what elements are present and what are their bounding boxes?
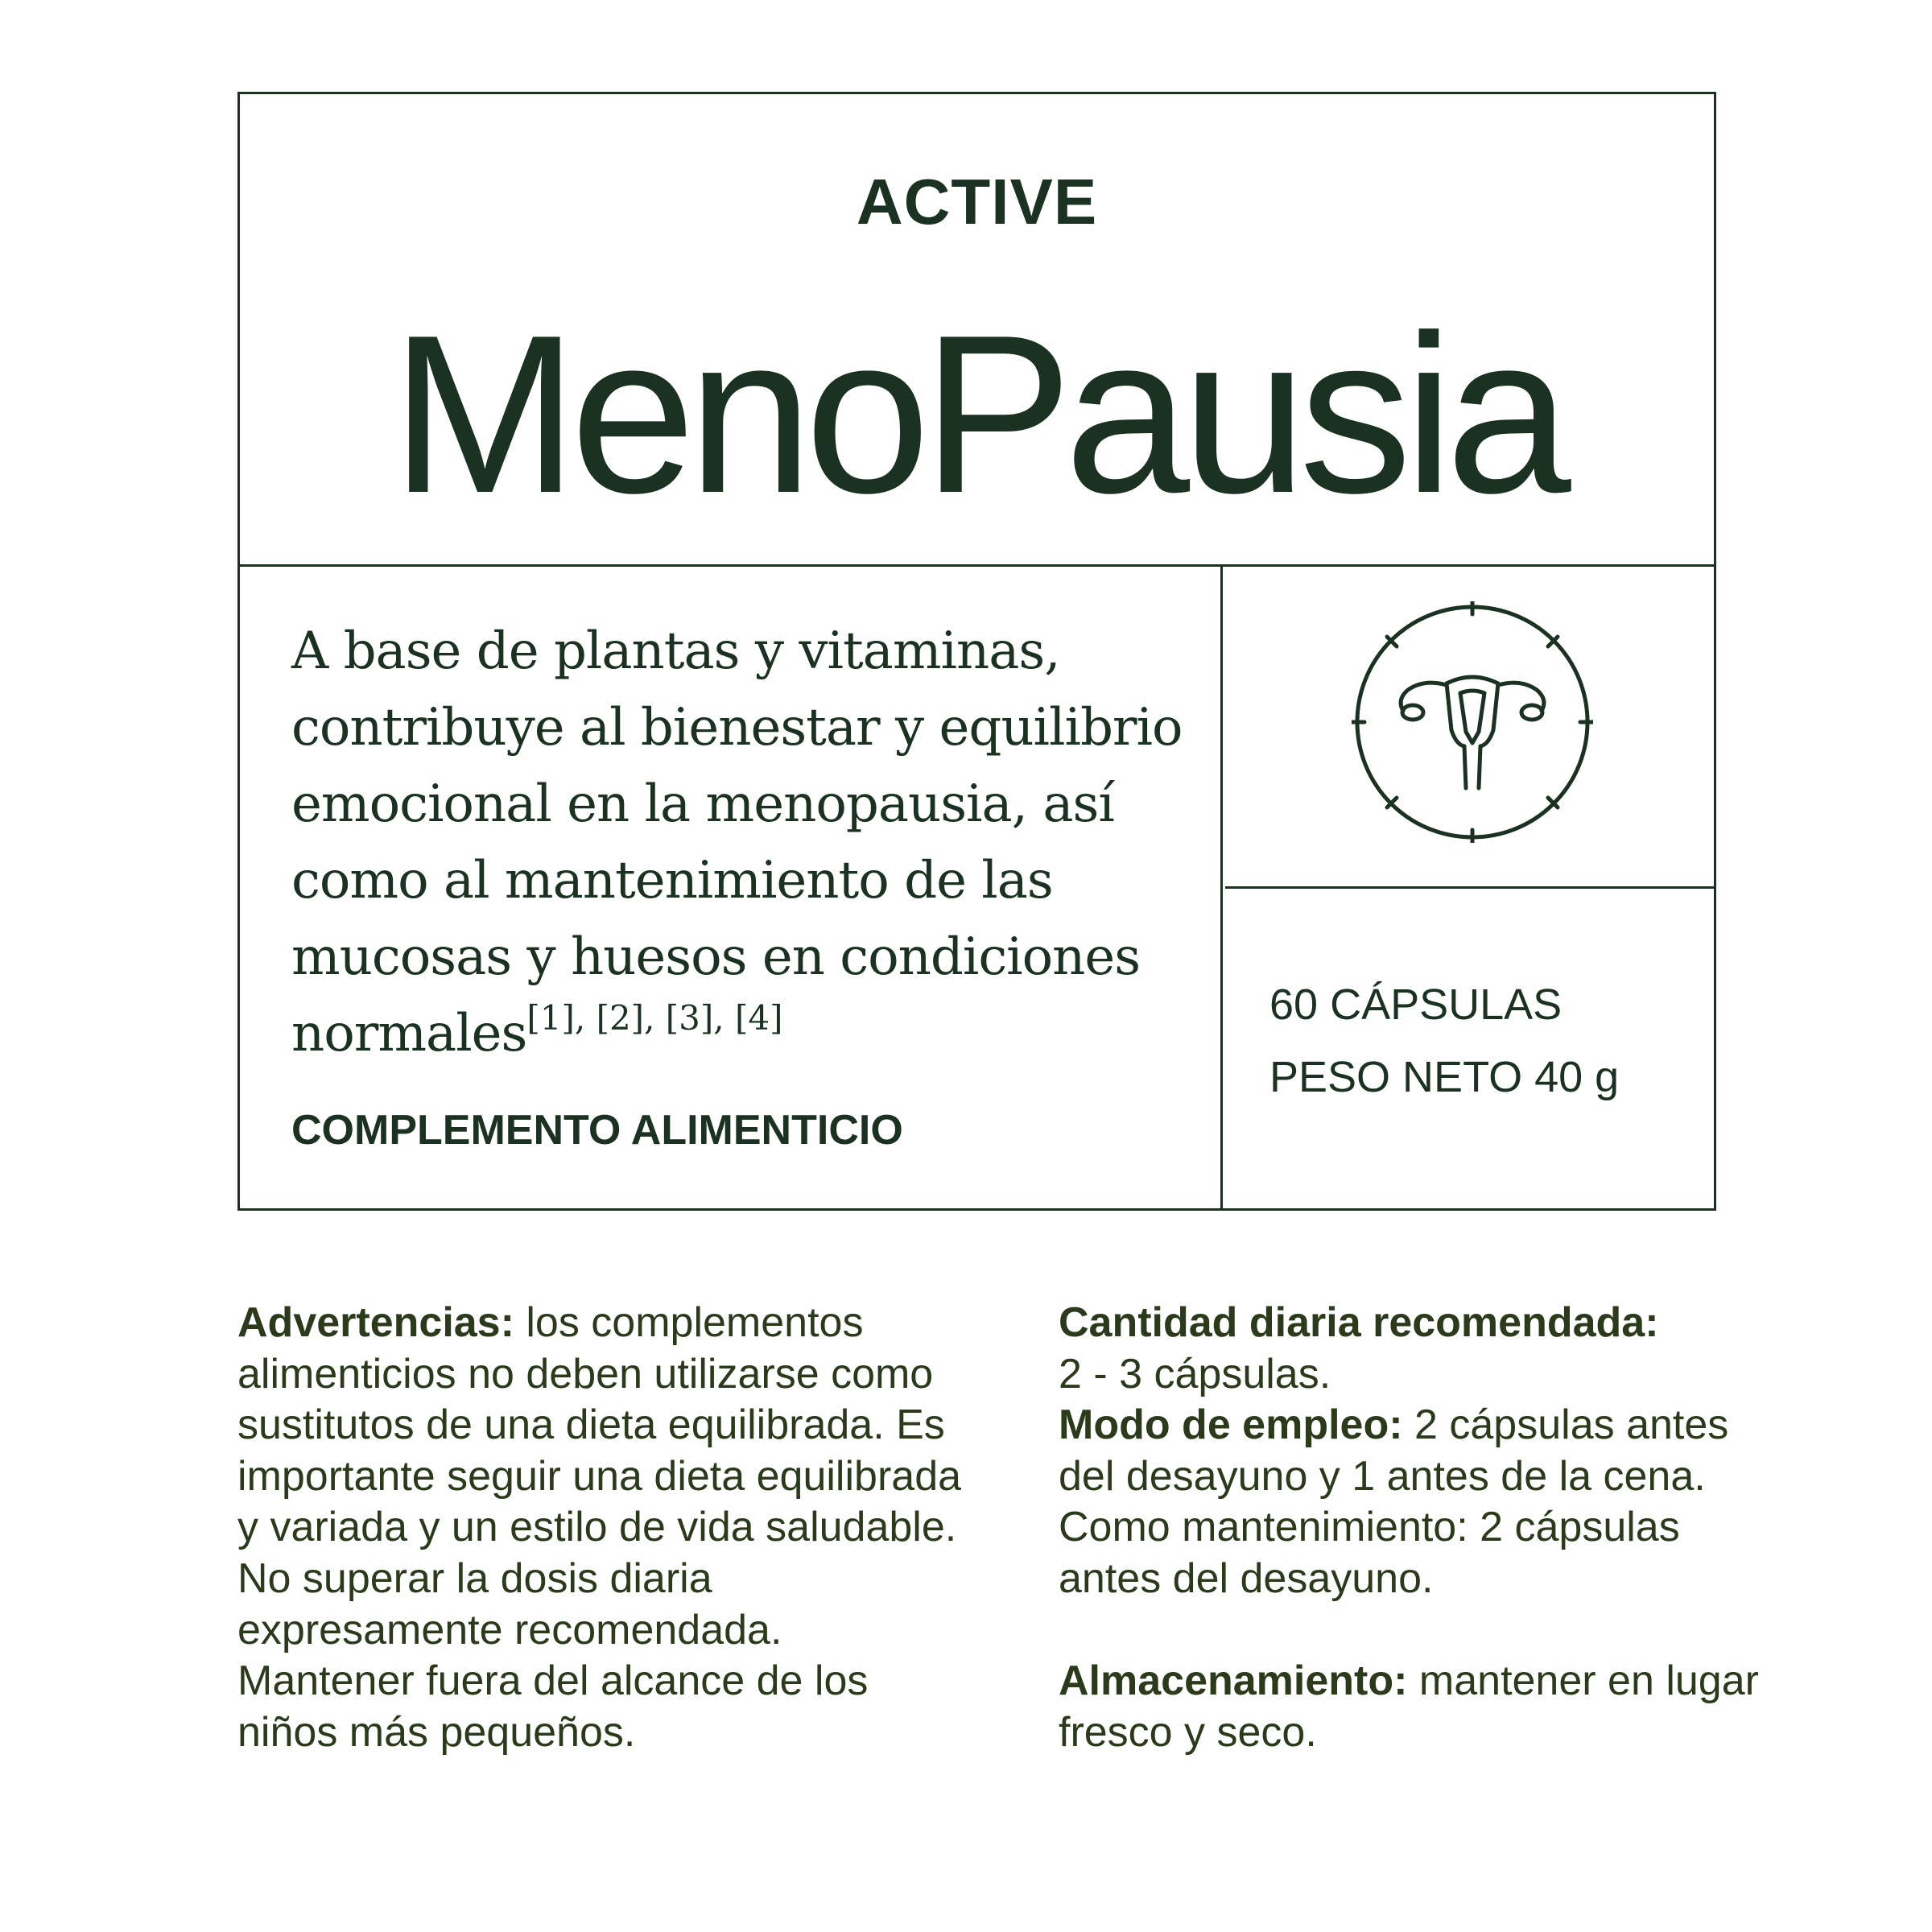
quantity-panel <box>1225 891 1714 1208</box>
usage-text: 2 cápsulas antes del desayuno y 1 antes de la cena. Como mantenimiento: 2 cápsulas antes del desayuno. <box>1059 1402 1729 1602</box>
product-label <box>237 92 1716 1211</box>
product-category: COMPLEMENTO ALIMENTICIO <box>291 1107 903 1154</box>
net-weight: PESO NETO 40 g <box>1269 1053 1620 1101</box>
product-description <box>291 613 1209 1072</box>
title-panel <box>240 94 1714 567</box>
warnings-section <box>237 1298 962 1758</box>
section-spacer <box>1059 1605 1767 1657</box>
brand-name: ACTIVE <box>856 166 1098 237</box>
dosage-text: 2 - 3 cápsulas. <box>1059 1350 1331 1397</box>
dosage-block <box>1059 1298 1767 1400</box>
warnings-text: los complementos alimenticios no deben utilizarse como sustitutos de una dieta equilibrada. Es importante seguir una dieta equilibrada y variada y un estilo de vida saludable. No superar la dosis diaria expresamente recomendada. Mantener fuera del alcance de los niños más pequeños. <box>237 1299 962 1756</box>
storage-text: mantener en lugar fresco y seco. <box>1059 1657 1759 1756</box>
description-references: [1], [2], [3], [4] <box>526 998 783 1038</box>
storage-block <box>1059 1656 1767 1758</box>
usage-block <box>1059 1400 1767 1604</box>
usage-title: Modo de empleo: <box>1059 1402 1403 1449</box>
description-text: A base de plantas y vitaminas, contribuye al bienestar y equilibrio emocional en la menopausia, así como al mantenimiento de las mucosas y huesos en condiciones normales <box>291 621 1183 1063</box>
dosage-title: Cantidad diaria recomendada: <box>1059 1299 1659 1346</box>
icon-panel <box>1225 567 1714 889</box>
storage-title: Almacenamiento: <box>1059 1657 1408 1705</box>
warnings-title: Advertencias: <box>237 1299 514 1346</box>
capsule-count: 60 CÁPSULAS <box>1269 980 1563 1029</box>
description-panel <box>240 567 1223 1208</box>
usage-section <box>1059 1298 1767 1758</box>
product-name: MenoPausia <box>390 289 1563 540</box>
uterus-clock-icon <box>1352 601 1593 843</box>
